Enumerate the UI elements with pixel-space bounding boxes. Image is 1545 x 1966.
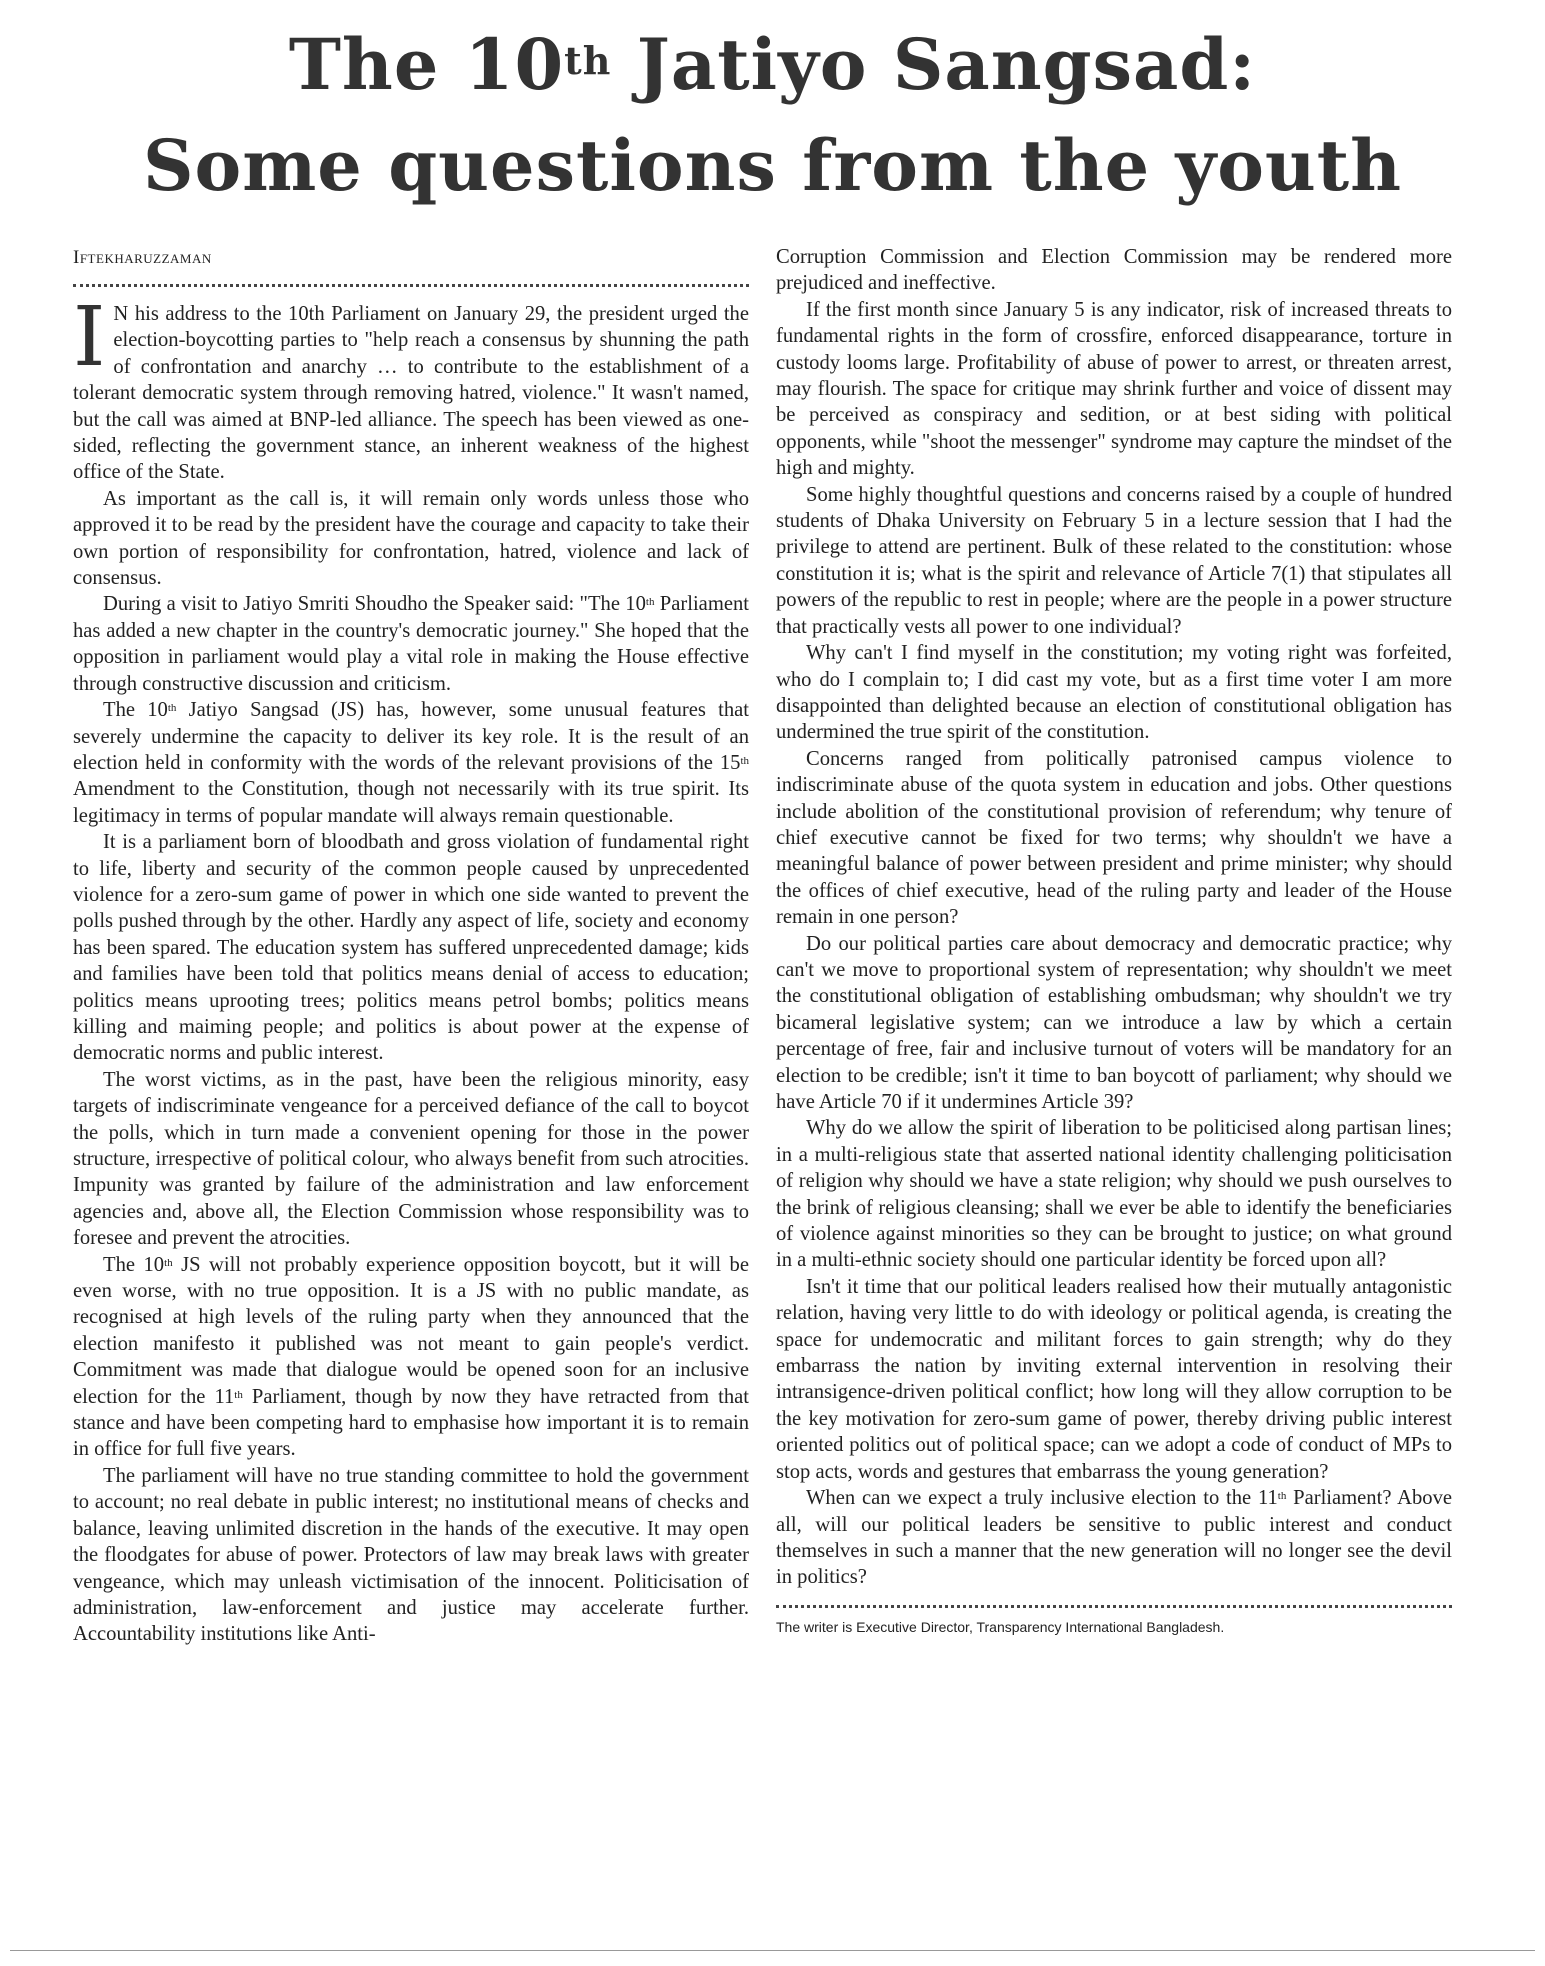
drop-cap: I [73, 290, 106, 385]
paragraph: It is a parliament born of bloodbath and gross violation of fundamental right to life, liberty and security of the common people caused by unprecedented violence for a zero-sum game of power in which one side wanted to prevent the polls pushed through by the other. Hardly any aspect of life, society and economy has been spared. The education system has suffered unprecedented damage; kids and families have been told that politics means denial of access to education; politics means uprooting trees; politics means petrol bombs; politics means killing and maiming people; and politics is about power at the expense of democratic norms and public interest. [73, 831, 749, 1065]
ordinal-superscript: th [164, 1256, 173, 1269]
headline-text: The 10 [288, 23, 565, 106]
left-column [73, 244, 749, 1648]
paragraph-text: Parliament has added a new chapter in the country's democratic journey." She hoped that the opposition in parliament would play a vital role in making the House effective through constructive discussion and criticism. [73, 593, 749, 695]
dotted-divider [776, 1605, 1452, 1608]
paragraph: If the first month since January 5 is any indicator, risk of increased threats to fundamental rights in the form of crossfire, enforced disappearance, torture in custody looms large. Profitability of abuse of power to arrest, or threaten arrest, may flourish. The space for critique may shrink further and voice of dissent may be perceived as conspiracy and sedition, or at best siding with political opponents, while "shoot the messenger" syndrome may capture the mindset of the high and mighty. [776, 298, 1452, 480]
paragraph: Isn't it time that our political leaders realised how their mutually antagonistic relation, having very little to do with ideology or political agenda, is creating the space for undemocratic and militant forces to gain strength; why do they embarrass the nation by inviting external intervention in resolving their intransigence-driven political conflict; how long will they allow corruption to be the key motivation for zero-sum game of power, thereby driving public interest oriented politics out of political space; can we adopt a code of conduct of MPs to stop acts, words and gestures that embarrass the young generation? [776, 1275, 1452, 1483]
author-note: The writer is Executive Director, Transparency International Bangladesh. [776, 1618, 1225, 1635]
paragraph-text: Parliament, though by now they have retracted from that stance and have been competing hard to emphasise how important it is to remain in office for full five years. [73, 1385, 749, 1461]
paragraph: As important as the call is, it will remain only words unless those who approved it to be read by the president have the courage and capacity to take their own portion of responsibility for confrontation, hatred, violence and lack of consensus. [73, 487, 749, 590]
paragraph: Some highly thoughtful questions and concerns raised by a couple of hundred students of Dhaka University on February 5 in a lecture session that I had the privilege to attend are pertinent. Bulk of these related to the constitution: whose constitution it is; what is the spirit and relevance of Article 7(1) that stipulates all powers of the republic to rest in people; where are the people in a power structure that practically vests all power to one individual? [776, 483, 1452, 638]
paragraph-text: When can we expect a truly inclusive election to the 11 [806, 1487, 1278, 1510]
headline-line-2: Some questions from the youth [142, 124, 1403, 207]
paragraph-text: Jatiyo Sangsad (JS) has, however, some unusual features that severely undermine the capacity to deliver its key role. It is the result of an election held in conformity with the words of the relevant provisions of the 15 [73, 699, 749, 774]
paragraph: Why can't I find myself in the constitution; my voting right was forfeited, who do I complain to; I did cast my vote, but as a first time voter I am more disappointed than delighted because an election of constitutional obligation has undermined the true spirit of the constitution. [776, 642, 1452, 744]
paragraph-text: Amendment to the Constitution, though not necessarily with its true spirit. Its legitimacy in terms of popular mandate will always remain questionable. [73, 778, 749, 827]
paragraph: Why do we allow the spirit of liberation to be politicised along partisan lines; in a multi-religious state that asserted national identity challenging politicisation of religion why should we have a state religion; why should we push ourselves to the brink of religious cleansing; shall we ever be able to identify the beneficiaries of violence against minorities so they can be brought to justice; on what ground in a multi-ethnic society should one particular identity be forced upon all? [776, 1117, 1452, 1272]
paragraph-text: N his address to the 10th Parliament on January 29, the president urged the election-boycotting parties to "help reach a consensus by shunning the path of confrontation and anarchy … to contribute to the establishment of a tolerant democratic system through removing hatred, violence." It wasn't named, but the call was aimed at BNP-led alliance. The speech has been viewed as one-sided, reflecting the government stance, an inherent weakness of the highest office of the State. [73, 303, 749, 484]
bottom-rule [10, 1950, 1535, 1951]
dotted-divider [73, 284, 749, 287]
headline-line-1 [0, 14, 1545, 115]
byline: Iftekharuzzaman [73, 247, 212, 268]
ordinal-superscript: th [645, 596, 655, 609]
ordinal-superscript: th [234, 1388, 243, 1401]
paragraph: Do our political parties care about democracy and democratic practice; why can't we move to proportional system of representation; why shouldn't we meet the constitutional obligation of establishing ombudsman; why shouldn't we try bicameral legislative system; can we introduce a law by which a certain percentage of free, fair and inclusive turnout of voters will be mandatory for an election to be credible; isn't it time to ban boycott of parliament; why should we have Article 70 if it undermines Article 39? [776, 932, 1452, 1113]
paragraph: Concerns ranged from politically patronised campus violence to indiscriminate abuse of the quota system in education and jobs. Other questions include abolition of the constitutional provision of referendum; why tenure of chief executive cannot be fixed for two terms; why shouldn't we have a meaningful balance of power between president and prime minister; why should the offices of chief executive, head of the ruling party and leader of the House remain in one person? [776, 747, 1452, 929]
paragraph-text: During a visit to Jatiyo Smriti Shoudho the Speaker said: "The 10 [103, 593, 646, 616]
paragraph-text: JS will not probably experience opposition boycott, but it will be even worse, with no true opposition. It is a JS with no public mandate, as recognised at high levels of the ruling party when they announced that the election manifesto it published was not meant to gain people's verdict. Commitment was made that dialogue would be opened soon for an inclusive election for the 11 [73, 1253, 749, 1408]
paragraph-text: Parliament? Above all, will our political leaders be sensitive to public interest and conduct themselves in such a manner that the new generation will no longer see the devil in politics? [776, 1487, 1453, 1589]
paragraph: The worst victims, as in the past, have been the religious minority, easy targets of indiscriminate vengeance for a perceived defiance of the call to boycot the polls, which in turn made a convenient opening for those in the power structure, irrespective of political colour, who always benefit from such atrocities. Impunity was granted by failure of the administration and law enforcement agencies and, above all, the Election Commission whose responsibility was to foresee and prevent the atrocities. [73, 1068, 749, 1250]
paragraph: The parliament will have no true standing committee to hold the government to account; no real debate in public interest; no institutional means of checks and balance, leaving unlimited discretion in the hands of the executive. It may open the floodgates for abuse of power. Protectors of law may break laws with greater vengeance, which may unleash victimisation of the innocent. Politicisation of administration, law-enforcement and justice may accelerate further. Accountability institutions like Anti- [73, 1464, 749, 1646]
ordinal-superscript: th [740, 754, 749, 767]
paragraph [776, 1485, 1452, 1591]
paragraph-text: The 10 [103, 699, 168, 722]
paragraph [73, 290, 749, 486]
paragraph [73, 591, 749, 697]
ordinal-superscript: th [1277, 1490, 1287, 1503]
paragraph [73, 697, 749, 829]
headline-superscript: th [564, 38, 612, 83]
ordinal-superscript: th [167, 702, 177, 715]
paragraph-text: The 10 [103, 1253, 165, 1276]
headline-text: Jatiyo Sangsad: [611, 23, 1257, 106]
paragraph: Corruption Commission and Election Commission may be rendered more prejudiced and ineffective. [776, 246, 1452, 295]
headline [0, 14, 1545, 216]
paragraph [73, 1252, 749, 1463]
right-column [776, 244, 1452, 1640]
